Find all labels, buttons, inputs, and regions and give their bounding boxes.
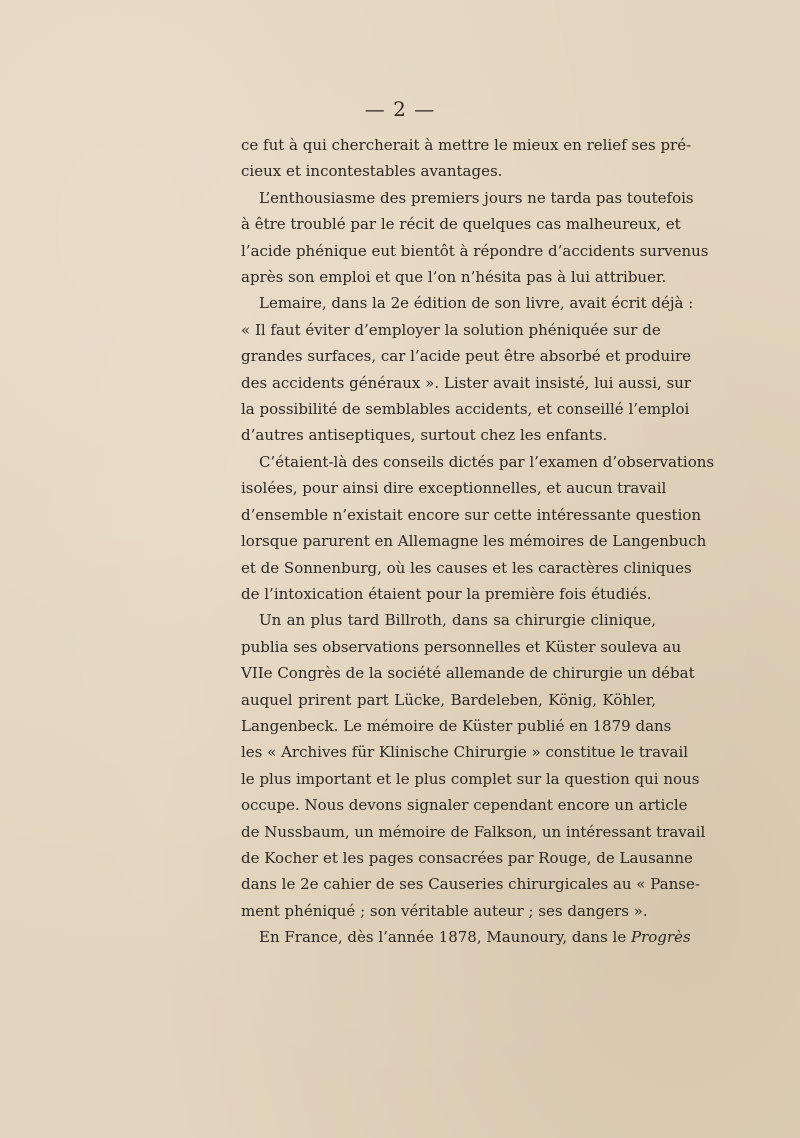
text-line: ment phéniqué ; son véritable auteur ; ses dangers ». bbox=[241, 901, 648, 920]
text-line: et de Sonnenburg, où les causes et les caractères cliniques bbox=[241, 558, 692, 577]
text-lines bbox=[241, 132, 715, 924]
text-line: la possibilité de semblables accidents, et conseillé l’emploi bbox=[241, 400, 690, 419]
text-line: Langenbeck. Le mémoire de Küster publié en 1879 dans bbox=[241, 716, 672, 735]
text-line: « Il faut éviter d’employer la solution phéniquée sur de bbox=[241, 320, 661, 339]
text-line: l’acide phénique eut bientôt à répondre d’accidents survenus bbox=[241, 241, 709, 260]
text-line: de Kocher et les pages consacrées par Rouge, de Lausanne bbox=[241, 848, 693, 867]
text-line: cieux et incontestables avantages. bbox=[241, 162, 503, 181]
text-line: VIIe Congrès de la société allemande de chirurgie un débat bbox=[241, 664, 695, 683]
text-line: de Nussbaum, un mémoire de Falkson, un intéressant travail bbox=[241, 822, 706, 841]
text-line: isolées, pour ainsi dire exceptionnelles, et aucun travail bbox=[241, 479, 667, 498]
text-line: C’étaient-là des conseils dictés par l’examen d’observations bbox=[259, 452, 715, 471]
text-line: des accidents généraux ». Lister avait insisté, lui aussi, sur bbox=[241, 373, 692, 392]
body-text bbox=[241, 132, 715, 951]
text-line: Lemaire, dans la 2e édition de son livre, avait écrit déjà : bbox=[259, 294, 694, 313]
text-line: grandes surfaces, car l’acide peut être absorbé et produire bbox=[241, 347, 692, 366]
text-line: d’autres antiseptiques, surtout chez les enfants. bbox=[241, 426, 608, 445]
text-line: ce fut à qui chercherait à mettre le mieux en relief ses pré- bbox=[241, 136, 692, 154]
final-line-italic-word: Progrès bbox=[631, 928, 691, 947]
text-line: après son emploi et que l’on n’hésita pas à lui attribuer. bbox=[241, 268, 667, 287]
text-line: L’enthousiasme des premiers jours ne tarda pas toutefois bbox=[259, 188, 694, 207]
page-number: — 2 — bbox=[364, 97, 436, 121]
text-line: de l’intoxication étaient pour la première fois étudiés. bbox=[241, 584, 652, 603]
text-line: à être troublé par le récit de quelques cas malheureux, et bbox=[241, 215, 681, 234]
text-line: occupe. Nous devons signaler cependant encore un article bbox=[241, 796, 688, 815]
final-line-text: En France, dès l’année 1878, Maunoury, dans le bbox=[259, 928, 631, 947]
text-line: Un an plus tard Billroth, dans sa chirurgie clinique, bbox=[259, 611, 656, 630]
text-line: le plus important et le plus complet sur la question qui nous bbox=[241, 769, 700, 788]
text-line: lorsque parurent en Allemagne les mémoires de Langenbuch bbox=[241, 532, 707, 551]
text-line-final bbox=[241, 924, 691, 950]
text-line: publia ses observations personnelles et Küster souleva au bbox=[241, 637, 682, 656]
text-line: d’ensemble n’existait encore sur cette intéressante question bbox=[241, 505, 702, 524]
text-line: auquel prirent part Lücke, Bardeleben, König, Köhler, bbox=[241, 690, 656, 709]
text-line: dans le 2e cahier de ses Causeries chirurgicales au « Panse- bbox=[241, 875, 700, 894]
text-line: les « Archives für Klinische Chirurgie » constitue le travail bbox=[241, 743, 689, 762]
